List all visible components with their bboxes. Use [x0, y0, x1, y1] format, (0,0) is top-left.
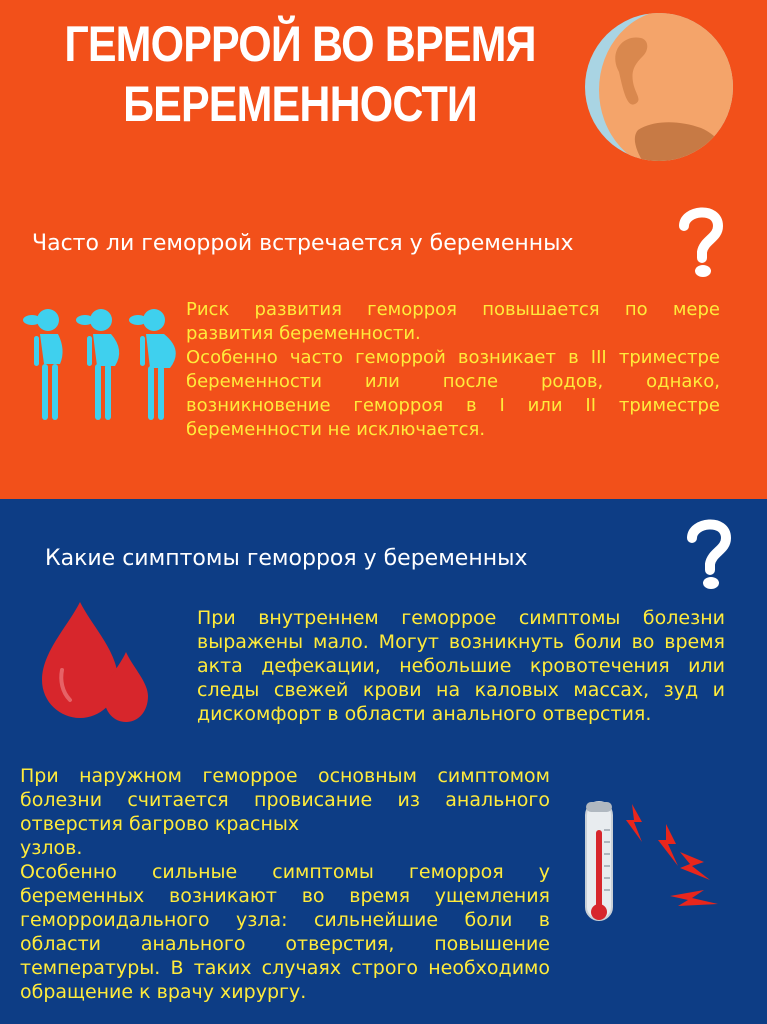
lightning-icon — [626, 804, 718, 906]
pregnant-women-icon — [18, 302, 178, 422]
thermometer-icon — [580, 800, 730, 930]
question-symptoms: Какие симптомы геморроя у беременных — [45, 546, 528, 571]
external-symptoms-b: узлов. — [20, 837, 83, 859]
page-title-line1: ГЕМОРРОЙ ВО ВРЕМЯ — [64, 16, 536, 72]
risk-paragraph — [186, 298, 720, 442]
external-symptoms-a: При наружном геморрое основным симптомом болезни считается провисание из анального отверстия багрово красных — [20, 765, 550, 835]
question-frequency: Часто ли геморрой встречается у беременных — [32, 231, 574, 256]
external-symptoms-c: Особенно сильные симптомы геморроя у беременных возникают во время ущемления геморроидального узла: сильнейшие боли в области анального отверстия, повышение температуры. В таких случаях строго необходимо обращение к врачу хирургу. — [20, 861, 550, 1003]
blood-drops-icon — [40, 600, 160, 730]
question-mark-icon — [684, 516, 734, 592]
external-symptoms-paragraph — [20, 764, 550, 1004]
page-title-line2: БЕРЕМЕННОСТИ — [123, 76, 477, 132]
pregnant-belly-icon — [583, 12, 735, 162]
risk-details: Особенно часто геморрой возникает в III триместре беременности или после родов, однако, возникновение геморроя в I или II триместре беременности не исключается. — [186, 347, 720, 440]
risk-line2: развития беременности. — [186, 323, 421, 344]
risk-line1: Риск развития геморроя повышается по мере — [186, 299, 720, 320]
question-mark-icon — [676, 204, 726, 280]
internal-symptoms-paragraph: При внутреннем геморрое симптомы болезни выражены мало. Могут возникнуть боли во время акта дефекации, небольшие кровотечения или следы свежей крови на каловых массах, зуд и дискомфорт в области анального отверстия. — [197, 607, 725, 725]
